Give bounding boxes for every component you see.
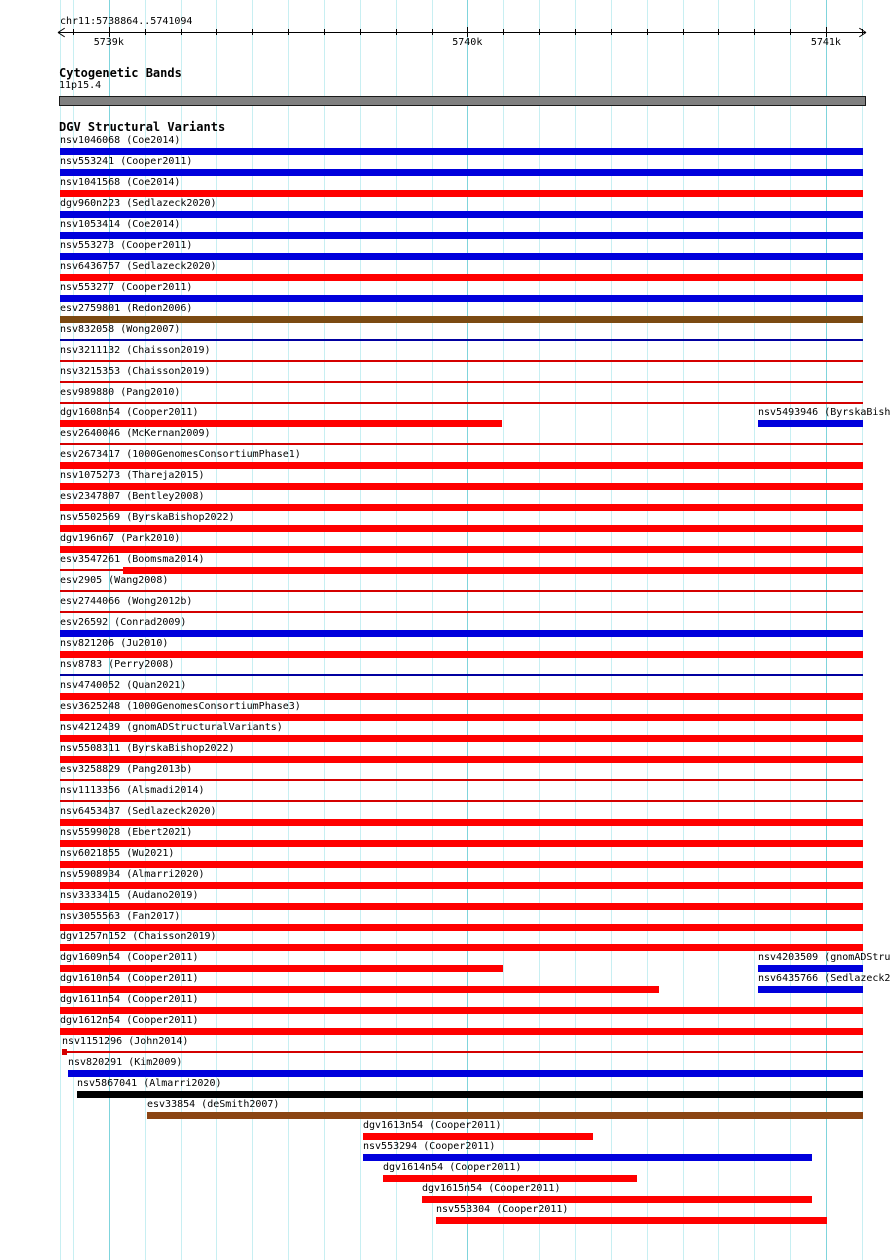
variant-bar[interactable]	[60, 546, 863, 553]
ruler-minor-tick	[73, 29, 74, 35]
variant-label[interactable]: nsv553277 (Cooper2011)	[60, 282, 193, 293]
variant-bar[interactable]	[60, 190, 863, 197]
variant-label[interactable]: nsv3333415 (Audano2019)	[60, 890, 199, 901]
variant-bar-thin[interactable]	[60, 381, 863, 383]
variant-label[interactable]: nsv3211132 (Chaisson2019)	[60, 345, 211, 356]
variant-label[interactable]: dgv1610n54 (Cooper2011)	[60, 973, 199, 984]
variant-bar[interactable]	[60, 420, 502, 427]
ruler-minor-tick	[432, 29, 433, 35]
variant-label[interactable]: dgv1257n152 (Chaisson2019)	[60, 931, 217, 942]
variant-bar-thin[interactable]	[62, 1051, 863, 1053]
variant-bar[interactable]	[60, 986, 659, 993]
variant-label[interactable]: nsv1041568 (Coe2014)	[60, 177, 181, 188]
variant-label[interactable]: nsv1113356 (Alsmadi2014)	[60, 785, 205, 796]
variant-label[interactable]: esv2673417 (1000GenomesConsortiumPhase1)	[60, 449, 301, 460]
variant-bar[interactable]	[436, 1217, 827, 1224]
variant-label[interactable]: nsv4740052 (Quan2021)	[60, 680, 187, 691]
variant-label[interactable]: dgv1612n54 (Cooper2011)	[60, 1015, 199, 1026]
variant-label[interactable]: nsv820291 (Kim2009)	[68, 1057, 183, 1068]
variant-label[interactable]: esv2759801 (Redon2006)	[60, 303, 193, 314]
variant-bar[interactable]	[60, 714, 863, 721]
variant-bar-thin[interactable]	[60, 611, 863, 613]
variant-bar[interactable]	[60, 693, 863, 700]
variant-bar[interactable]	[60, 525, 863, 532]
variant-bar[interactable]	[60, 1007, 863, 1014]
ruler-major-tick	[826, 27, 827, 37]
variant-label[interactable]: dgv960n223 (Sedlazeck2020)	[60, 198, 217, 209]
variant-bar[interactable]	[60, 861, 863, 868]
variant-bar-thin[interactable]	[60, 360, 863, 362]
variant-bar[interactable]	[147, 1112, 863, 1119]
variant-label[interactable]: nsv5502569 (ByrskaBishop2022)	[60, 512, 235, 523]
variant-label[interactable]: esv2905 (Wang2008)	[60, 575, 169, 586]
variant-label[interactable]: nsv5599028 (Ebert2021)	[60, 827, 193, 838]
cytoband-bar	[59, 96, 866, 106]
variant-label[interactable]: nsv6021855 (Wu2021)	[60, 848, 175, 859]
variant-label[interactable]: nsv3215353 (Chaisson2019)	[60, 366, 211, 377]
variant-label[interactable]: nsv1075273 (Thareja2015)	[60, 470, 205, 481]
variant-label[interactable]: nsv3055563 (Fan2017)	[60, 911, 181, 922]
ruler-tick-label: 5741k	[810, 37, 841, 48]
variant-bar[interactable]	[60, 295, 863, 302]
variant-bar[interactable]	[60, 211, 863, 218]
variant-label[interactable]: nsv553273 (Cooper2011)	[60, 240, 193, 251]
variant-bar-thin[interactable]	[60, 674, 863, 676]
variant-bar[interactable]	[60, 882, 863, 889]
variant-bar[interactable]	[60, 924, 863, 931]
variant-bar-thin[interactable]	[60, 443, 863, 445]
ruler-minor-tick	[145, 29, 146, 35]
variant-bar-thin[interactable]	[60, 590, 863, 592]
variant-bar-thin[interactable]	[60, 402, 863, 404]
variant-label[interactable]: nsv8783 (Perry2008)	[60, 659, 175, 670]
ruler-minor-tick	[611, 29, 612, 35]
variant-bar[interactable]	[60, 274, 863, 281]
variant-bar[interactable]	[60, 965, 503, 972]
variant-bar-thin[interactable]	[60, 339, 863, 341]
variant-label[interactable]: nsv4212439 (gnomADStructuralVariants)	[60, 722, 283, 733]
variant-bar[interactable]	[422, 1196, 812, 1203]
variant-bar[interactable]	[60, 756, 863, 763]
variant-bar-thin[interactable]	[60, 800, 863, 802]
variant-bar[interactable]	[60, 316, 863, 323]
variant-bar[interactable]	[60, 462, 863, 469]
ruler-minor-tick	[503, 29, 504, 35]
variant-label[interactable]: dgv196n67 (Park2010)	[60, 533, 181, 544]
variant-bar-thin[interactable]	[60, 779, 863, 781]
variant-bar[interactable]	[758, 965, 863, 972]
variant-bar[interactable]	[758, 420, 863, 427]
variant-label[interactable]: nsv6453437 (Sedlazeck2020)	[60, 806, 217, 817]
variant-bar[interactable]	[363, 1154, 812, 1161]
variant-label[interactable]: nsv6436757 (Sedlazeck2020)	[60, 261, 217, 272]
ruler-minor-tick	[575, 29, 576, 35]
variant-bar[interactable]	[60, 630, 863, 637]
variant-bar[interactable]	[60, 944, 863, 951]
ruler-minor-tick	[396, 29, 397, 35]
ruler-major-tick	[109, 27, 110, 37]
variant-bar[interactable]	[383, 1175, 637, 1182]
variant-label[interactable]: nsv4203509 (gnomADStru	[758, 952, 890, 963]
ruler-minor-tick	[862, 29, 863, 35]
variant-label[interactable]: esv2744066 (Wong2012b)	[60, 596, 193, 607]
variant-label[interactable]: nsv832058 (Wong2007)	[60, 324, 181, 335]
ruler-minor-tick	[360, 29, 361, 35]
variant-bar[interactable]	[60, 735, 863, 742]
ruler-axis-line	[58, 32, 866, 33]
variant-label[interactable]: dgv1608n54 (Cooper2011)	[60, 407, 199, 418]
variant-label[interactable]: dgv1609n54 (Cooper2011)	[60, 952, 199, 963]
variant-label[interactable]: esv3547261 (Boomsma2014)	[60, 554, 205, 565]
variant-bar[interactable]	[60, 903, 863, 910]
variant-connector-line[interactable]	[60, 569, 123, 571]
ruler-minor-tick	[288, 29, 289, 35]
ruler-minor-tick	[181, 29, 182, 35]
variant-label[interactable]: nsv821206 (Ju2010)	[60, 638, 169, 649]
variant-label[interactable]: dgv1611n54 (Cooper2011)	[60, 994, 199, 1005]
cytoband-section-title: Cytogenetic Bands	[59, 66, 182, 80]
variant-bar[interactable]	[60, 232, 863, 239]
ruler-minor-tick	[252, 29, 253, 35]
variant-label[interactable]: nsv1151296 (John2014)	[62, 1036, 189, 1047]
variant-label[interactable]: dgv1613n54 (Cooper2011)	[363, 1120, 502, 1131]
variant-label[interactable]: nsv5867041 (Almarri2020)	[77, 1078, 222, 1089]
variant-label[interactable]: esv2640046 (McKernan2009)	[60, 428, 211, 439]
variant-bar[interactable]	[60, 169, 863, 176]
variant-bar[interactable]	[758, 986, 863, 993]
ruler-tick-label: 5739k	[93, 37, 124, 48]
dgv-section-title: DGV Structural Variants	[59, 120, 226, 134]
variant-label[interactable]: nsv6435766 (Sedlazeck2	[758, 973, 890, 984]
variant-bar[interactable]	[60, 504, 863, 511]
variant-label[interactable]: nsv5493946 (ByrskaBish	[758, 407, 890, 418]
ruler-minor-tick	[683, 29, 684, 35]
variant-label[interactable]: nsv5908934 (Almarri2020)	[60, 869, 205, 880]
variant-label[interactable]: esv3258829 (Pang2013b)	[60, 764, 193, 775]
variant-bar[interactable]	[60, 148, 863, 155]
ruler-minor-tick	[718, 29, 719, 35]
variant-label[interactable]: nsv553294 (Cooper2011)	[363, 1141, 496, 1152]
variant-label[interactable]: nsv553304 (Cooper2011)	[436, 1204, 569, 1215]
variant-bar[interactable]	[60, 483, 863, 490]
variant-bar[interactable]	[60, 819, 863, 826]
ruler-minor-tick	[790, 29, 791, 35]
variant-bar[interactable]	[60, 1028, 863, 1035]
variant-bar[interactable]	[60, 651, 863, 658]
variant-label[interactable]: nsv5508311 (ByrskaBishop2022)	[60, 743, 235, 754]
variant-bar[interactable]	[363, 1133, 593, 1140]
variant-label[interactable]: esv2347807 (Bentley2008)	[60, 491, 205, 502]
variant-label[interactable]: esv26592 (Conrad2009)	[60, 617, 187, 628]
cytoband-name: 11p15.4	[59, 80, 102, 91]
ruler-major-tick	[467, 27, 468, 37]
variant-label[interactable]: nsv1046068 (Coe2014)	[60, 135, 181, 146]
region-coordinates: chr11:5738864..5741094	[60, 16, 193, 27]
ruler-minor-tick	[324, 29, 325, 35]
variant-label[interactable]: nsv553241 (Cooper2011)	[60, 156, 193, 167]
variant-bar[interactable]	[123, 567, 863, 574]
variant-label[interactable]: nsv1053414 (Coe2014)	[60, 219, 181, 230]
ruler-minor-tick	[647, 29, 648, 35]
ruler-minor-tick	[754, 29, 755, 35]
variant-label[interactable]: dgv1615n54 (Cooper2011)	[422, 1183, 561, 1194]
variant-bar[interactable]	[60, 840, 863, 847]
ruler-minor-tick	[216, 29, 217, 35]
variant-label[interactable]: esv989880 (Pang2010)	[60, 387, 181, 398]
variant-label[interactable]: dgv1614n54 (Cooper2011)	[383, 1162, 522, 1173]
ruler-minor-tick	[539, 29, 540, 35]
variant-bar[interactable]	[60, 253, 863, 260]
ruler-tick-label: 5740k	[452, 37, 483, 48]
variant-label[interactable]: esv3625248 (1000GenomesConsortiumPhase3)	[60, 701, 301, 712]
variant-bar[interactable]	[68, 1070, 863, 1077]
variant-label[interactable]: esv33854 (deSmith2007)	[147, 1099, 280, 1110]
variant-bar[interactable]	[77, 1091, 863, 1098]
